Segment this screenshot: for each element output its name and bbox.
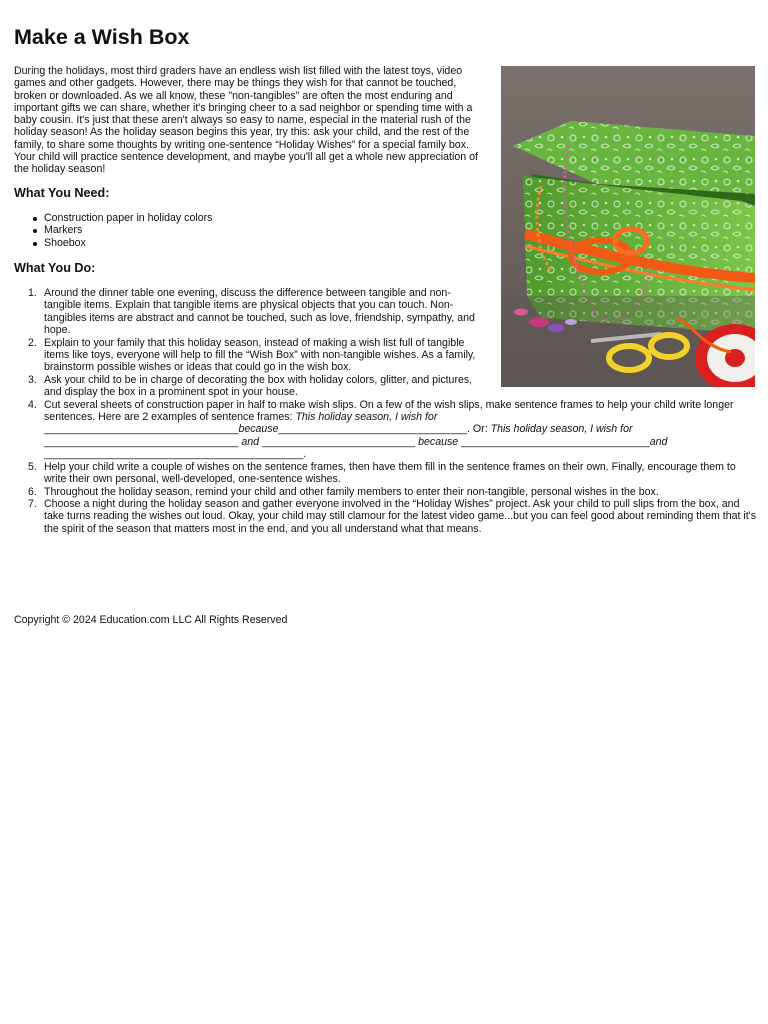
sentence-frame: This holiday season, I wish for	[295, 411, 438, 424]
step-number: 4.	[28, 398, 37, 411]
frame-blank: _________________________________	[44, 435, 239, 448]
intro-paragraph: During the holidays, most third graders have an endless wish list filled with the latest toys, video games and other gadgets. However, there may be things they wish for that cannot be touched, broken or downloaded. As we all know, these "non-tangibles" are often the most enduring and important gifts we can share, whether it's bringing cheer to a sad neighbor or spending time with a baby cousin. It's just that these aren't always so easy to name, especial in the material rush of the holiday season! As the holiday season begins this year, try this: ask your child, and the rest of the family, to share some thoughts by writing one-sentence “Holiday Wishes” for a special family box. Your child will practice sentence development, and maybe you'll all get a whole new appreciation of the holiday season!	[14, 65, 478, 176]
sentence-frame: because	[415, 435, 462, 448]
step-number: 7.	[28, 497, 37, 510]
frame-blank: __________________________	[262, 435, 416, 448]
step-text: Help your child write a couple of wishes on the sentence frames, then have them fill in the sentence frames on their own. Finally, encourage them to write their own personal, well-developed, one-sentence wishes.	[44, 460, 736, 486]
what-you-need-heading: What You Need:	[14, 186, 110, 200]
step-text: Choose a night during the holiday season and gather everyone involved in the “Holiday Wishes” project. Ask your child to pull slips from the box, and take turns reading the wishes out loud. Okay, your child may still clamour for the latest video game...but you can feel good about reminding them that it's the spirit of the season that matters most in the end, and you all understand what that means.	[44, 497, 756, 535]
list-item	[14, 399, 756, 461]
step-text: Around the dinner table one evening, discuss the difference between tangible and non-tangible items. Explain that tangible items are physical objects that you can touch. Non-tangibles items are abstract and cannot be touched, such as love, friendship, sympathy, and hope.	[44, 287, 475, 337]
step-number: 6.	[28, 485, 37, 498]
list-item	[14, 337, 487, 374]
step-number: 3.	[28, 373, 37, 386]
list-item: Markers	[14, 224, 212, 236]
step-number: 2.	[28, 336, 37, 349]
list-item	[14, 374, 487, 399]
copyright-footer: Copyright © 2024 Education.com LLC All Rights Reserved	[14, 614, 288, 626]
step-text: .	[303, 448, 307, 461]
sentence-frame: and	[238, 435, 262, 448]
frame-blank: ____________________________________________	[44, 448, 304, 461]
step-text: Throughout the holiday season, remind your child and other family members to enter their non-tangible, personal wishes in the box.	[44, 485, 659, 498]
step-text: Explain to your family that this holiday season, instead of making a wish list full of tangible items like toys, everyone will help to fill the “Wish Box” with non-tangible wishes. As a family, brainstorm possible wishes or ideas that could go in the wish box.	[44, 336, 476, 374]
list-item: Construction paper in holiday colors	[14, 212, 212, 224]
list-item	[14, 287, 487, 337]
frame-blank: ________________________________	[278, 423, 468, 436]
step-text: . Or:	[467, 423, 491, 436]
steps-list	[14, 287, 756, 535]
list-item	[14, 498, 756, 535]
what-you-do-heading: What You Do:	[14, 261, 96, 275]
materials-list	[14, 212, 212, 249]
list-item	[14, 486, 756, 498]
frame-blank: ________________________________	[461, 435, 650, 448]
list-item	[14, 461, 756, 486]
sentence-frame: because	[238, 423, 279, 436]
sentence-frame: This holiday season, I wish for	[490, 423, 633, 436]
page-title: Make a Wish Box	[14, 25, 190, 49]
list-item: Shoebox	[14, 237, 212, 249]
step-text: Cut several sheets of construction paper in half to make wish slips. On a few of the wish slips, make sentence frames to help your child write longer sentences. Here are 2 examples of sentence frames:	[44, 398, 734, 424]
step-text: Ask your child to be in charge of decorating the box with holiday colors, glitter, and pictures, and display the box in a prominent spot in your house.	[44, 373, 473, 399]
step-number: 5.	[28, 460, 37, 473]
frame-blank: _________________________________	[44, 423, 239, 436]
sentence-frame: and	[649, 435, 668, 448]
step-number: 1.	[28, 287, 37, 299]
